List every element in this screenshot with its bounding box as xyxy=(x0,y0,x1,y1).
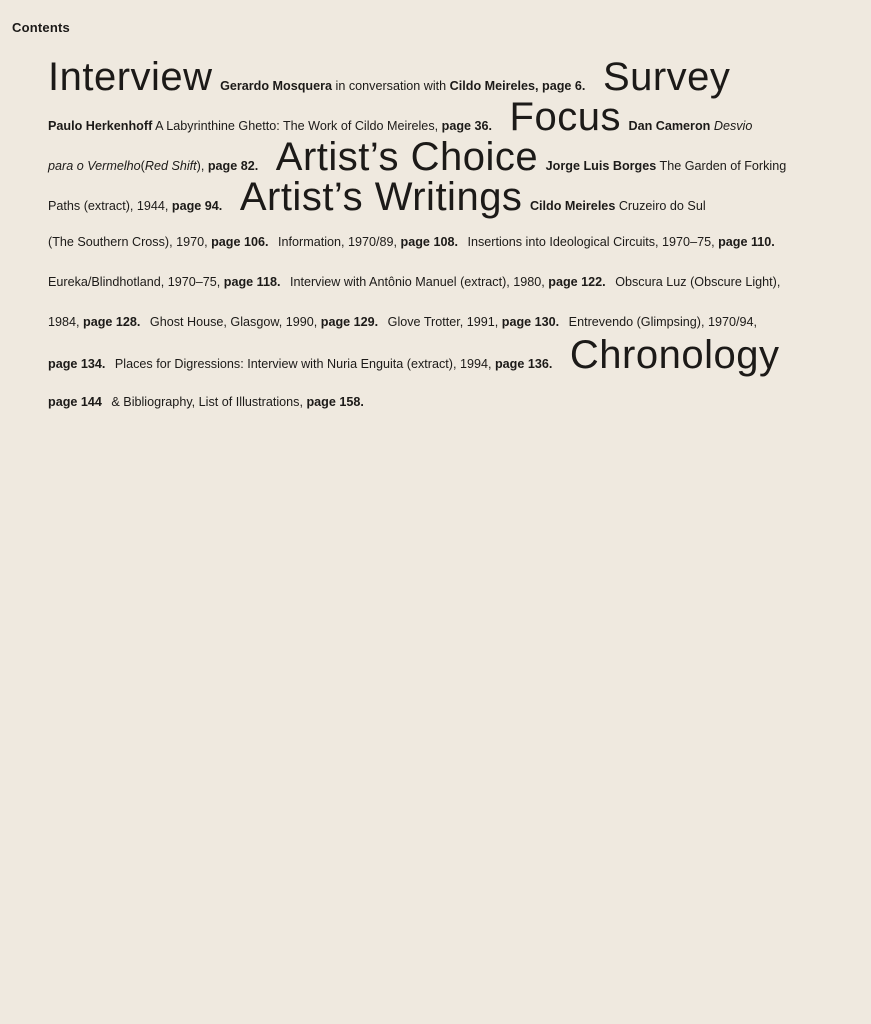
entry-text: in conversation with xyxy=(335,79,447,93)
page-ref: page 129. xyxy=(320,315,379,329)
author-name: Cildo Meireles xyxy=(529,199,616,213)
entry-text: The Garden of Forking xyxy=(659,159,787,173)
page-ref: page 82. xyxy=(207,159,259,173)
section-title-survey: Survey xyxy=(602,55,731,99)
entry-text: Cruzeiro do Sul xyxy=(618,199,706,213)
work-translation: Red Shift xyxy=(144,159,197,173)
page-ref: page 108. xyxy=(400,235,458,249)
toc-line-3 xyxy=(48,137,786,177)
page-ref: page 118. xyxy=(223,275,281,289)
toc-line-2 xyxy=(48,97,752,137)
entry-text: Entrevendo (Glimpsing), 1970/94, xyxy=(568,315,757,329)
author-name: Dan Cameron xyxy=(628,119,711,133)
entry-text: Ghost House, Glasgow, 1990, xyxy=(149,315,318,329)
entry-text: Information, 1970/89, xyxy=(278,235,398,249)
toc-line-6 xyxy=(48,276,780,289)
page-ref: page 110. xyxy=(718,235,775,249)
entry-text: Interview with Antônio Manuel (extract), 1980, xyxy=(289,275,545,289)
author-name: Paulo Herkenhoff xyxy=(48,119,153,133)
toc-line-9 xyxy=(48,396,364,409)
page-ref: page 122. xyxy=(548,275,606,289)
entry-text: Places for Digressions: Interview with Nuria Enguita (extract), 1994, xyxy=(114,357,492,371)
page-ref: page 134. xyxy=(48,357,106,371)
entry-text: (The Southern Cross), 1970, xyxy=(48,235,208,249)
entry-text: & Bibliography, List of Illustrations, xyxy=(111,395,303,409)
punctuation: ( xyxy=(140,159,145,173)
author-name: Jorge Luis Borges xyxy=(545,159,657,173)
toc-line-4 xyxy=(48,177,706,217)
page-ref: page 130. xyxy=(501,315,560,329)
entry-text: Paths (extract), 1944, xyxy=(48,199,169,213)
page-ref: page 128. xyxy=(83,315,141,329)
entry-text: Insertions into Ideological Circuits, 1970–75, xyxy=(467,235,715,249)
page-ref: page 158. xyxy=(306,395,364,409)
page-heading: Contents xyxy=(12,20,70,35)
toc-line-5 xyxy=(48,236,775,249)
page-ref: page 36. xyxy=(441,119,493,133)
toc-line-7 xyxy=(48,316,757,329)
work-title: Desvio xyxy=(713,119,753,133)
section-title-interview: Interview xyxy=(48,55,213,99)
section-title-chronology: Chronology xyxy=(569,333,780,377)
section-title-artists-writings: Artist’s Writings xyxy=(239,175,523,219)
entry-text: A Labyrinthine Ghetto: The Work of Cildo Meireles, xyxy=(155,119,439,133)
page-ref: page 94. xyxy=(171,199,223,213)
work-title: para o Vermelho xyxy=(48,159,141,173)
entry-text: 1984, xyxy=(48,315,80,329)
page-ref: page 136. xyxy=(494,357,553,371)
page-ref: page 144 xyxy=(48,395,102,409)
page-ref: page 106. xyxy=(211,235,269,249)
entry-text: Obscura Luz (Obscure Light), xyxy=(615,275,781,289)
section-title-focus: Focus xyxy=(509,95,621,139)
entry-text: Eureka/Blindhotland, 1970–75, xyxy=(48,275,221,289)
author-name: Gerardo Mosquera xyxy=(220,79,333,93)
entry-subject-page: Cildo Meireles, page 6. xyxy=(449,79,586,93)
entry-text: Glove Trotter, 1991, xyxy=(387,315,499,329)
section-title-artists-choice: Artist’s Choice xyxy=(275,135,539,179)
toc-line-8 xyxy=(48,335,783,375)
punctuation: ), xyxy=(196,159,205,173)
toc-line-1 xyxy=(48,57,734,97)
